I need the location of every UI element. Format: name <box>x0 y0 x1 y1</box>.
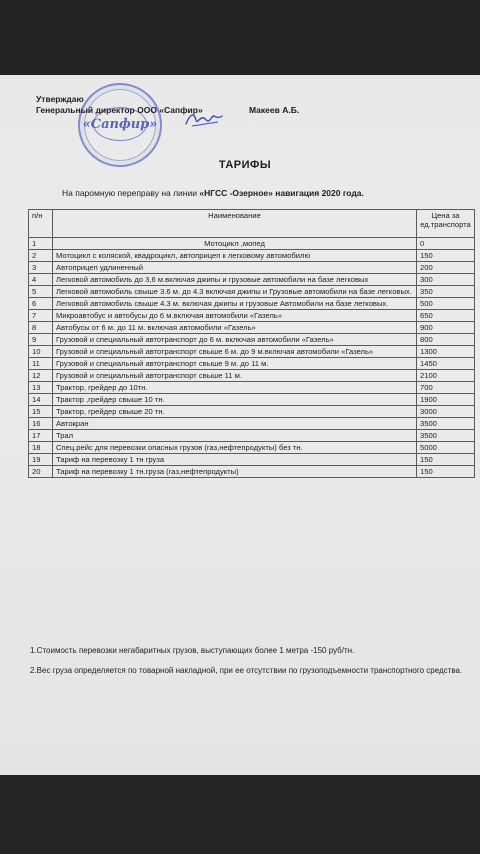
row-name: Трал <box>53 430 417 442</box>
row-number: 16 <box>29 418 53 430</box>
row-name: Грузовой и специальный автотранспорт до 6 м. включая автомобили «Газель» <box>53 334 417 346</box>
row-price: 1300 <box>417 346 475 358</box>
approve-label: Утверждаю <box>36 94 84 104</box>
table-row <box>29 298 475 310</box>
header-name: Наименование <box>53 210 417 238</box>
row-number: 17 <box>29 430 53 442</box>
row-number: 20 <box>29 466 53 478</box>
row-price: 3000 <box>417 406 475 418</box>
row-number: 19 <box>29 454 53 466</box>
table-row <box>29 430 475 442</box>
row-number: 2 <box>29 250 53 262</box>
row-number: 4 <box>29 274 53 286</box>
row-number: 15 <box>29 406 53 418</box>
signature-icon <box>184 108 226 130</box>
row-name: Мотоцикл ,мопед <box>53 238 417 250</box>
table-row <box>29 250 475 262</box>
table-row <box>29 238 475 250</box>
table-row <box>29 394 475 406</box>
row-number: 11 <box>29 358 53 370</box>
row-name: Микроавтобус и автобусы до 6 м.включая автомобили «Газель» <box>53 310 417 322</box>
stamp-logo: «Сапфир» <box>93 107 147 141</box>
table-row <box>29 406 475 418</box>
row-price: 150 <box>417 250 475 262</box>
subtitle-suffix: навигация 2020 года. <box>275 188 364 198</box>
tariff-table <box>28 209 475 478</box>
row-price: 150 <box>417 454 475 466</box>
row-price: 700 <box>417 382 475 394</box>
row-price: 3500 <box>417 430 475 442</box>
note-2: 2.Вес груза определяется по товарной накладной, при ее отсутствии по грузоподъемности транспортного средства. <box>30 666 463 675</box>
row-number: 13 <box>29 382 53 394</box>
row-number: 10 <box>29 346 53 358</box>
director-name: Макеев А.Б. <box>249 105 300 115</box>
row-price: 900 <box>417 322 475 334</box>
row-price: 150 <box>417 466 475 478</box>
row-number: 8 <box>29 322 53 334</box>
notes <box>30 645 480 685</box>
table-row <box>29 454 475 466</box>
row-name: Легковой автомобиль свыше 3.6 м. до 4.3 включая джипы и Грузовые автомобили на базе легковых. <box>53 286 417 298</box>
note-1: 1.Стоимость перевозки негабаритных грузов, выступающих более 1 метра -150 руб/тн. <box>30 646 355 655</box>
table-row <box>29 442 475 454</box>
row-price: 1900 <box>417 394 475 406</box>
row-name: Мотоцикл с коляской, квадроцикл, автоприцеп к легковому автомобилю <box>53 250 417 262</box>
row-number: 6 <box>29 298 53 310</box>
top-dark-band <box>0 0 480 75</box>
table-row <box>29 334 475 346</box>
header-number: п/н <box>29 210 53 238</box>
table-row <box>29 286 475 298</box>
row-number: 1 <box>29 238 53 250</box>
row-price: 5000 <box>417 442 475 454</box>
row-price: 3500 <box>417 418 475 430</box>
row-name: Грузовой и специальный автотранспорт свыше 11 м. <box>53 370 417 382</box>
line-name: «НГСС -Озерное» <box>199 188 273 198</box>
row-number: 12 <box>29 370 53 382</box>
row-number: 5 <box>29 286 53 298</box>
header-price: Цена за ед.транспорта <box>417 210 475 238</box>
tariff-document <box>0 75 480 775</box>
table-row <box>29 382 475 394</box>
table-body <box>29 238 475 478</box>
row-name: Трактор ,грейдер свыше 10 тн. <box>53 394 417 406</box>
row-name: Тариф на перевозку 1 тн груза <box>53 454 417 466</box>
table-row <box>29 418 475 430</box>
director-line: Генеральный директор ООО «Сапфир» <box>36 105 203 115</box>
row-price: 2100 <box>417 370 475 382</box>
subtitle-prefix: На паромную переправу на линии <box>62 188 197 198</box>
table-row <box>29 358 475 370</box>
row-number: 14 <box>29 394 53 406</box>
table-row <box>29 322 475 334</box>
row-name: Автоприцеп удлиненный <box>53 262 417 274</box>
row-name: Спец.рейс для перевозки опасных грузов (газ,нефтепродукты) без тн. <box>53 442 417 454</box>
row-name: Грузовой и специальный автотранспорт свыше 6 м. до 9 м.включая автомобили «Газель» <box>53 346 417 358</box>
row-number: 7 <box>29 310 53 322</box>
table-row <box>29 466 475 478</box>
subtitle <box>62 188 364 198</box>
row-price: 350 <box>417 286 475 298</box>
row-name: Легковой автомобиль свыше 4.3 м. включая джипы и грузовые Автомобили на базе легковых. <box>53 298 417 310</box>
row-name: Трактор, грейдер свыше 20 тн. <box>53 406 417 418</box>
row-price: 650 <box>417 310 475 322</box>
row-name: Автокран <box>53 418 417 430</box>
row-number: 9 <box>29 334 53 346</box>
row-price: 0 <box>417 238 475 250</box>
row-price: 1450 <box>417 358 475 370</box>
row-name: Автобусы от 6 м. до 11 м. включая автомобили «Газель» <box>53 322 417 334</box>
row-price: 300 <box>417 274 475 286</box>
row-name: Легковой автомобиль до 3,6 м.включая джипы и грузовые автомобили на базе легковых <box>53 274 417 286</box>
row-name: Тариф на перевозку 1 тн.груза (газ,нефтепродукты) <box>53 466 417 478</box>
row-name: Трактор, грейдер до 10тн. <box>53 382 417 394</box>
table-header-row <box>29 210 475 238</box>
row-number: 3 <box>29 262 53 274</box>
row-name: Грузовой и специальный автотранспорт свыше 9 м. до 11 м. <box>53 358 417 370</box>
row-price: 800 <box>417 334 475 346</box>
table-row <box>29 370 475 382</box>
approval-block <box>36 94 300 116</box>
table-row <box>29 346 475 358</box>
row-price: 500 <box>417 298 475 310</box>
page-title: ТАРИФЫ <box>218 159 272 171</box>
bottom-dark-band <box>0 775 480 854</box>
row-price: 200 <box>417 262 475 274</box>
table-row <box>29 310 475 322</box>
table-row <box>29 274 475 286</box>
row-number: 18 <box>29 442 53 454</box>
table-row <box>29 262 475 274</box>
